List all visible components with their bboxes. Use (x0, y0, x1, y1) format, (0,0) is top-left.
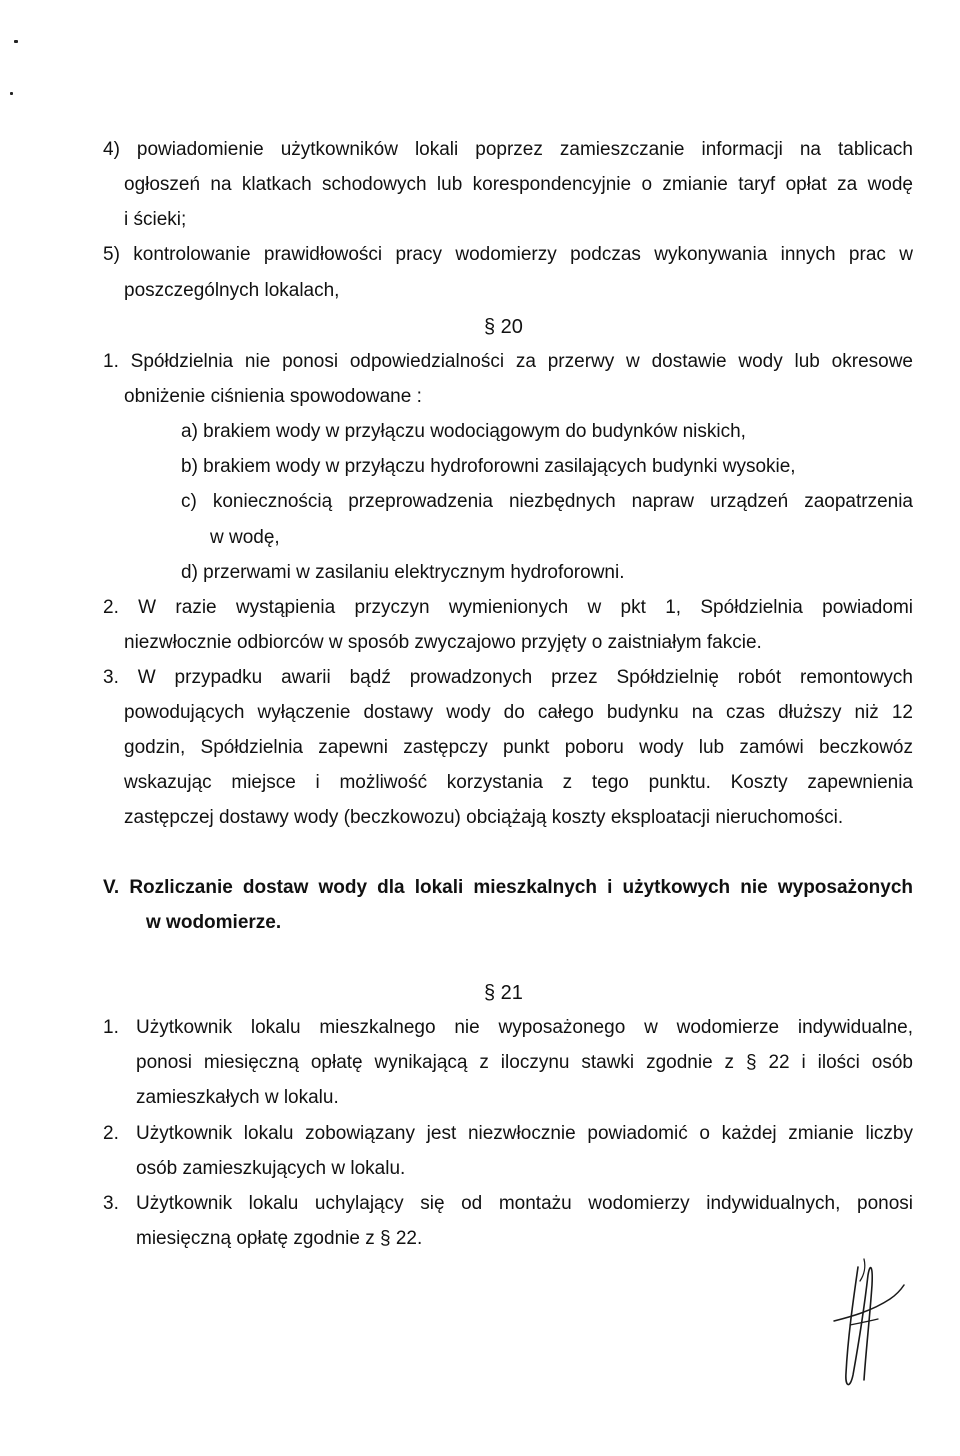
chapter-v-heading-line-2: w wodomierze. (146, 912, 282, 933)
s20-p2-line-2: niezwłocznie odbiorców w sposób zwyczajowo przyjęty o zaistniałym fakcie. (124, 632, 762, 653)
s21-p1-number: 1. (103, 1017, 119, 1038)
s21-p1-line-1: Użytkownik lokalu mieszkalnego nie wyposażonego w wodomierze indywidualne, (136, 1017, 913, 1038)
scan-speck (14, 40, 18, 43)
s20-p3-line-4: wskazując miejsce i możliwość korzystania z tego punktu. Koszty zapewnienia (124, 772, 913, 793)
s21-p1-line-3: zamieszkałych w lokalu. (136, 1087, 339, 1108)
handwritten-signature-icon (820, 1255, 910, 1395)
s21-p2-line-2: osób zamieszkujących w lokalu. (136, 1158, 406, 1179)
item-5-line-2: poszczególnych lokalach, (124, 280, 340, 301)
item-4-line-3: i ścieki; (124, 209, 187, 230)
s21-p2-number: 2. (103, 1123, 119, 1144)
s20-p1-line-2: obniżenie ciśnienia spowodowane : (124, 386, 422, 407)
chapter-v-heading-line-1: V. Rozliczanie dostaw wody dla lokali mieszkalnych i użytkowych nie wyposażonych (103, 877, 913, 898)
s20-p2-line-1: 2. W razie wystąpienia przyczyn wymienionych w pkt 1, Spółdzielnia powiadomi (103, 597, 913, 618)
s20-p3-line-3: godzin, Spółdzielnia zapewni zastępczy punkt poboru wody lub zamówi beczkowóz (124, 737, 913, 758)
item-4-line-1: 4) powiadomienie użytkowników lokali poprzez zamieszczanie informacji na tablicach (103, 139, 913, 160)
item-5-line-1: 5) kontrolowanie prawidłowości pracy wodomierzy podczas wykonywania innych prac w (103, 244, 913, 265)
s20-sub-c-line-2: w wodę, (210, 527, 280, 548)
s21-p2-line-1: Użytkownik lokalu zobowiązany jest niezwłocznie powiadomić o każdej zmianie liczby (136, 1123, 913, 1144)
s20-p3-line-1: 3. W przypadku awarii bądź prowadzonych przez Spółdzielnię robót remontowych (103, 667, 913, 688)
scan-speck (10, 92, 13, 95)
s21-p1-line-2: ponosi miesięczną opłatę wynikającą z iloczynu stawki zgodnie z § 22 i ilości osób (136, 1052, 913, 1073)
s20-p3-line-2: powodujących wyłączenie dostawy wody do całego budynku na czas dłuższy niż 12 (124, 702, 913, 723)
s20-p3-line-5: zastępczej dostawy wody (beczkowozu) obciążają koszty eksploatacji nieruchomości. (124, 807, 844, 828)
section-mark-20: § 20 (484, 316, 523, 338)
s20-sub-b: b) brakiem wody w przyłączu hydroforowni zasilających budynki wysokie, (181, 456, 796, 477)
item-4-line-2: ogłoszeń na klatkach schodowych lub korespondencyjnie o zmianie taryf opłat za wodę (124, 174, 913, 195)
s21-p3-line-2: miesięczną opłatę zgodnie z § 22. (136, 1228, 423, 1249)
section-mark-21: § 21 (484, 982, 523, 1004)
s20-sub-a: a) brakiem wody w przyłączu wodociągowym do budynków niskich, (181, 421, 746, 442)
s20-sub-c-line-1: c) koniecznością przeprowadzenia niezbędnych napraw urządzeń zaopatrzenia (181, 491, 913, 512)
s21-p3-line-1: Użytkownik lokalu uchylający się od montażu wodomierzy indywidualnych, ponosi (136, 1193, 913, 1214)
s20-p1-line-1: 1. Spółdzielnia nie ponosi odpowiedzialności za przerwy w dostawie wody lub okresowe (103, 351, 913, 372)
s20-sub-d: d) przerwami w zasilaniu elektrycznym hydroforowni. (181, 562, 625, 583)
s21-p3-number: 3. (103, 1193, 119, 1214)
